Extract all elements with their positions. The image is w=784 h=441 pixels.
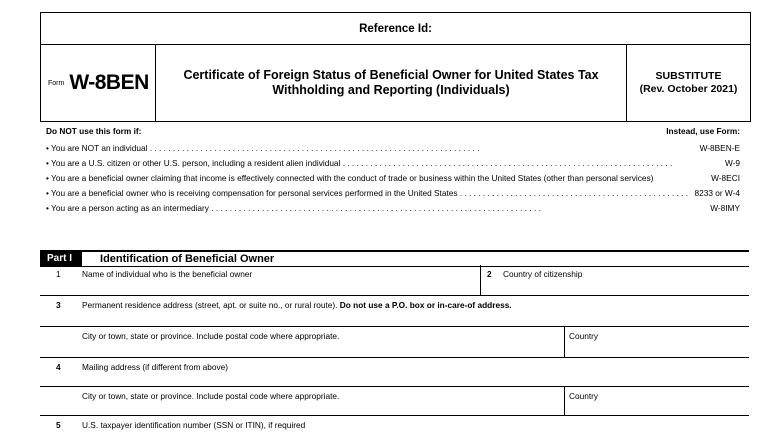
list-item-text: • You are a U.S. citizen or other U.S. person, including a resident alien individual . . (46, 158, 721, 168)
part-tag: Part I (40, 252, 82, 266)
citizenship-label: Country of citizenship (503, 269, 583, 279)
name-label: Name of individual who is the beneficial owner (82, 269, 253, 279)
do-not-use-header (46, 126, 740, 138)
form-title: Certificate of Foreign Status of Beneficial Owner for United States Tax Withholding and Reporting (Individuals) (156, 45, 627, 121)
line-number: 3 (56, 300, 61, 310)
list-item-form: W-8ECI (711, 173, 740, 183)
form-header (40, 44, 751, 122)
reference-id-box (40, 12, 751, 45)
list-item-text: • You are NOT an individual . . (46, 143, 696, 153)
list-item-text: • You are a beneficial owner who is receiving compensation for personal services performed in the United States . . (46, 188, 690, 198)
list-item (46, 203, 740, 213)
line1-row (40, 265, 749, 296)
part-title: Identification of Beneficial Owner (100, 253, 275, 265)
list-item (46, 173, 740, 183)
city-row (40, 327, 749, 358)
line-number: 5 (56, 420, 61, 430)
tin-label: U.S. taxpayer identification number (SSN or ITIN), if required (82, 420, 306, 430)
line-number: 1 (56, 269, 61, 279)
residence-address-label (82, 300, 512, 310)
do-not-use-section (46, 126, 740, 213)
city-label: City or town, state or province. Include postal code where appropriate. (82, 331, 340, 341)
substitute-label: SUBSTITUTE (655, 70, 722, 82)
tin-field[interactable] (40, 416, 749, 441)
country-label: Country (569, 391, 599, 401)
mailing-country-field[interactable] (565, 387, 749, 415)
country-field[interactable] (565, 327, 749, 357)
line4-row (40, 358, 749, 387)
mailing-city-row (40, 387, 749, 416)
name-field[interactable] (40, 265, 480, 295)
list-item-form: 8233 or W-4 (694, 188, 740, 198)
list-item (46, 143, 740, 153)
mailing-address-field[interactable] (40, 358, 749, 386)
mailing-address-label: Mailing address (if different from above) (82, 362, 229, 372)
line-number: 4 (56, 362, 61, 372)
residence-address-field[interactable] (40, 296, 749, 326)
substitute-box (627, 45, 750, 121)
residence-address-warning: Do not use a P.O. box or in-care-of address. (339, 300, 512, 310)
line-number: 2 (487, 269, 492, 279)
do-not-use-heading: Do NOT use this form if: (46, 126, 142, 136)
form-number: W-8BEN (69, 71, 149, 94)
list-item-text: • You are a person acting as an intermediary . . (46, 203, 706, 213)
instead-use-heading: Instead, use Form: (666, 126, 740, 136)
reference-id-label: Reference Id: (359, 23, 432, 35)
list-item-form: W-8BEN-E (699, 143, 740, 153)
form-number-box (41, 45, 156, 121)
citizenship-field[interactable] (481, 265, 749, 295)
mailing-city-field[interactable] (40, 387, 564, 415)
list-item (46, 188, 740, 198)
list-item (46, 158, 740, 168)
revision-label: (Rev. October 2021) (639, 83, 738, 95)
line5-row (40, 416, 749, 441)
city-label: City or town, state or province. Include postal code where appropriate. (82, 391, 340, 401)
list-item-form: W-8IMY (710, 203, 740, 213)
form-prefix: Form (48, 79, 65, 87)
residence-address-text: Permanent residence address (street, apt. or suite no., or rural route). (82, 300, 340, 310)
list-item-form: W-9 (724, 158, 740, 168)
city-field[interactable] (40, 327, 564, 357)
line3-row (40, 296, 749, 327)
country-label: Country (569, 331, 599, 341)
list-item-text: • You are a beneficial owner claiming that income is effectively connected with the conduct of trade or business within the United States (other than personal services) (46, 173, 654, 183)
